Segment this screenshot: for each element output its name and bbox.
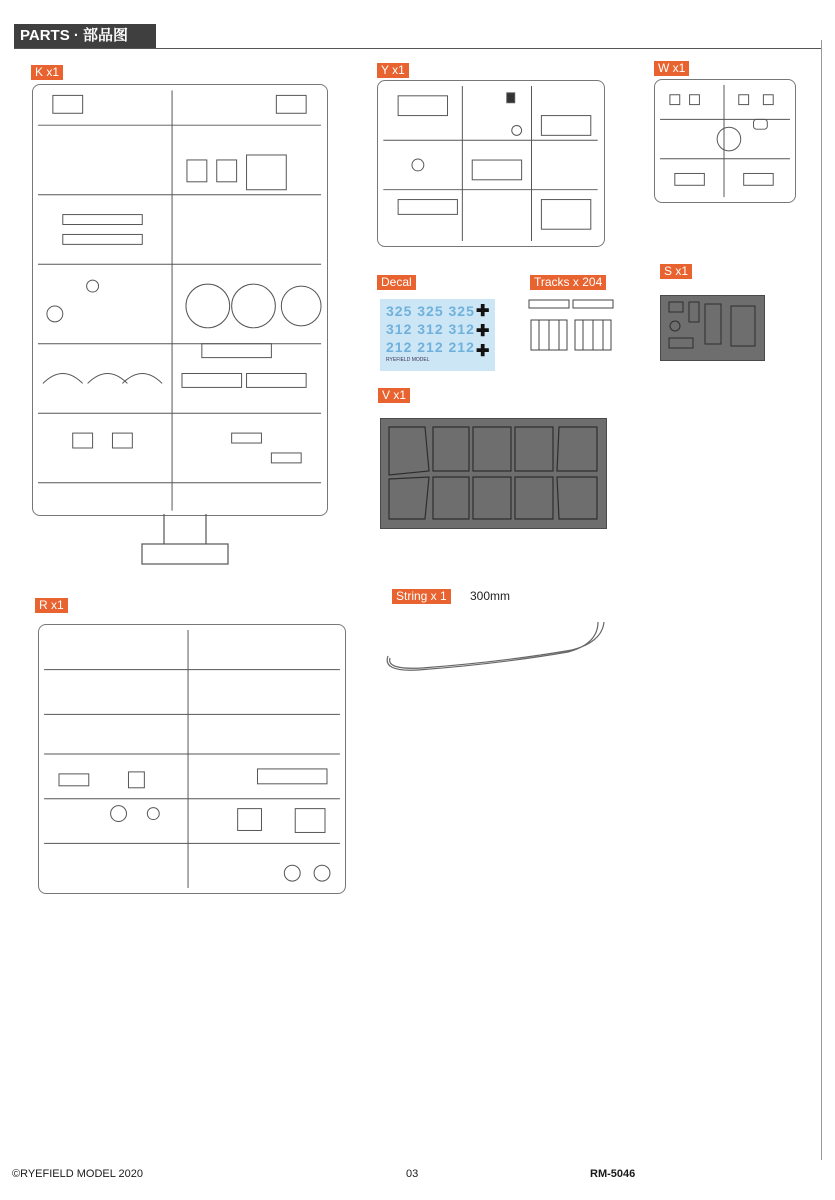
sprue-k-parts xyxy=(33,85,327,515)
string-length: 300mm xyxy=(470,589,511,603)
decal-row-1: 325 325 325 xyxy=(386,303,475,319)
sprue-label-k: K x1 xyxy=(31,65,63,80)
page-border xyxy=(821,40,822,1160)
sprue-label-tracks: Tracks x 204 xyxy=(530,275,606,290)
sprue-r-parts xyxy=(39,625,345,893)
sprue-w-frame xyxy=(654,79,796,203)
sprue-s-photoetch xyxy=(660,295,765,361)
decal-row-3: 212 212 212 xyxy=(386,339,475,355)
sprue-v-plate xyxy=(380,418,607,529)
sprue-label-w: W x1 xyxy=(654,61,689,76)
sprue-label-v: V x1 xyxy=(378,388,410,403)
copyright: ©RYEFIELD MODEL 2020 xyxy=(12,1168,143,1180)
decal-row-2: 312 312 312 xyxy=(386,321,475,337)
page-number: 03 xyxy=(406,1168,419,1180)
sprue-y-parts xyxy=(378,81,604,246)
sprue-r-frame xyxy=(38,624,346,894)
sprue-k-runner-tab xyxy=(140,514,230,568)
sprue-w-parts xyxy=(655,80,795,202)
sprue-label-string: String x 1 xyxy=(392,589,451,604)
sprue-label-y: Y x1 xyxy=(377,63,409,78)
sprue-label-s: S x1 xyxy=(660,264,692,279)
sprue-label-r: R x1 xyxy=(35,598,68,613)
decal-sheet xyxy=(380,299,495,371)
sprue-k-frame xyxy=(32,84,328,516)
balkenkreuz-icon: ✚ xyxy=(476,343,490,360)
balkenkreuz-icon: ✚ xyxy=(476,303,490,320)
decal-fine-print: RYEFIELD MODEL xyxy=(386,357,430,363)
header-rule xyxy=(14,48,822,49)
model-code: RM-5046 xyxy=(590,1168,636,1180)
sprue-label-decal: Decal xyxy=(377,275,416,290)
balkenkreuz-icon: ✚ xyxy=(476,323,490,340)
track-links xyxy=(527,298,615,356)
page-title: PARTS · 部品图 xyxy=(14,24,156,48)
sprue-y-frame xyxy=(377,80,605,247)
string-coil xyxy=(380,616,620,674)
